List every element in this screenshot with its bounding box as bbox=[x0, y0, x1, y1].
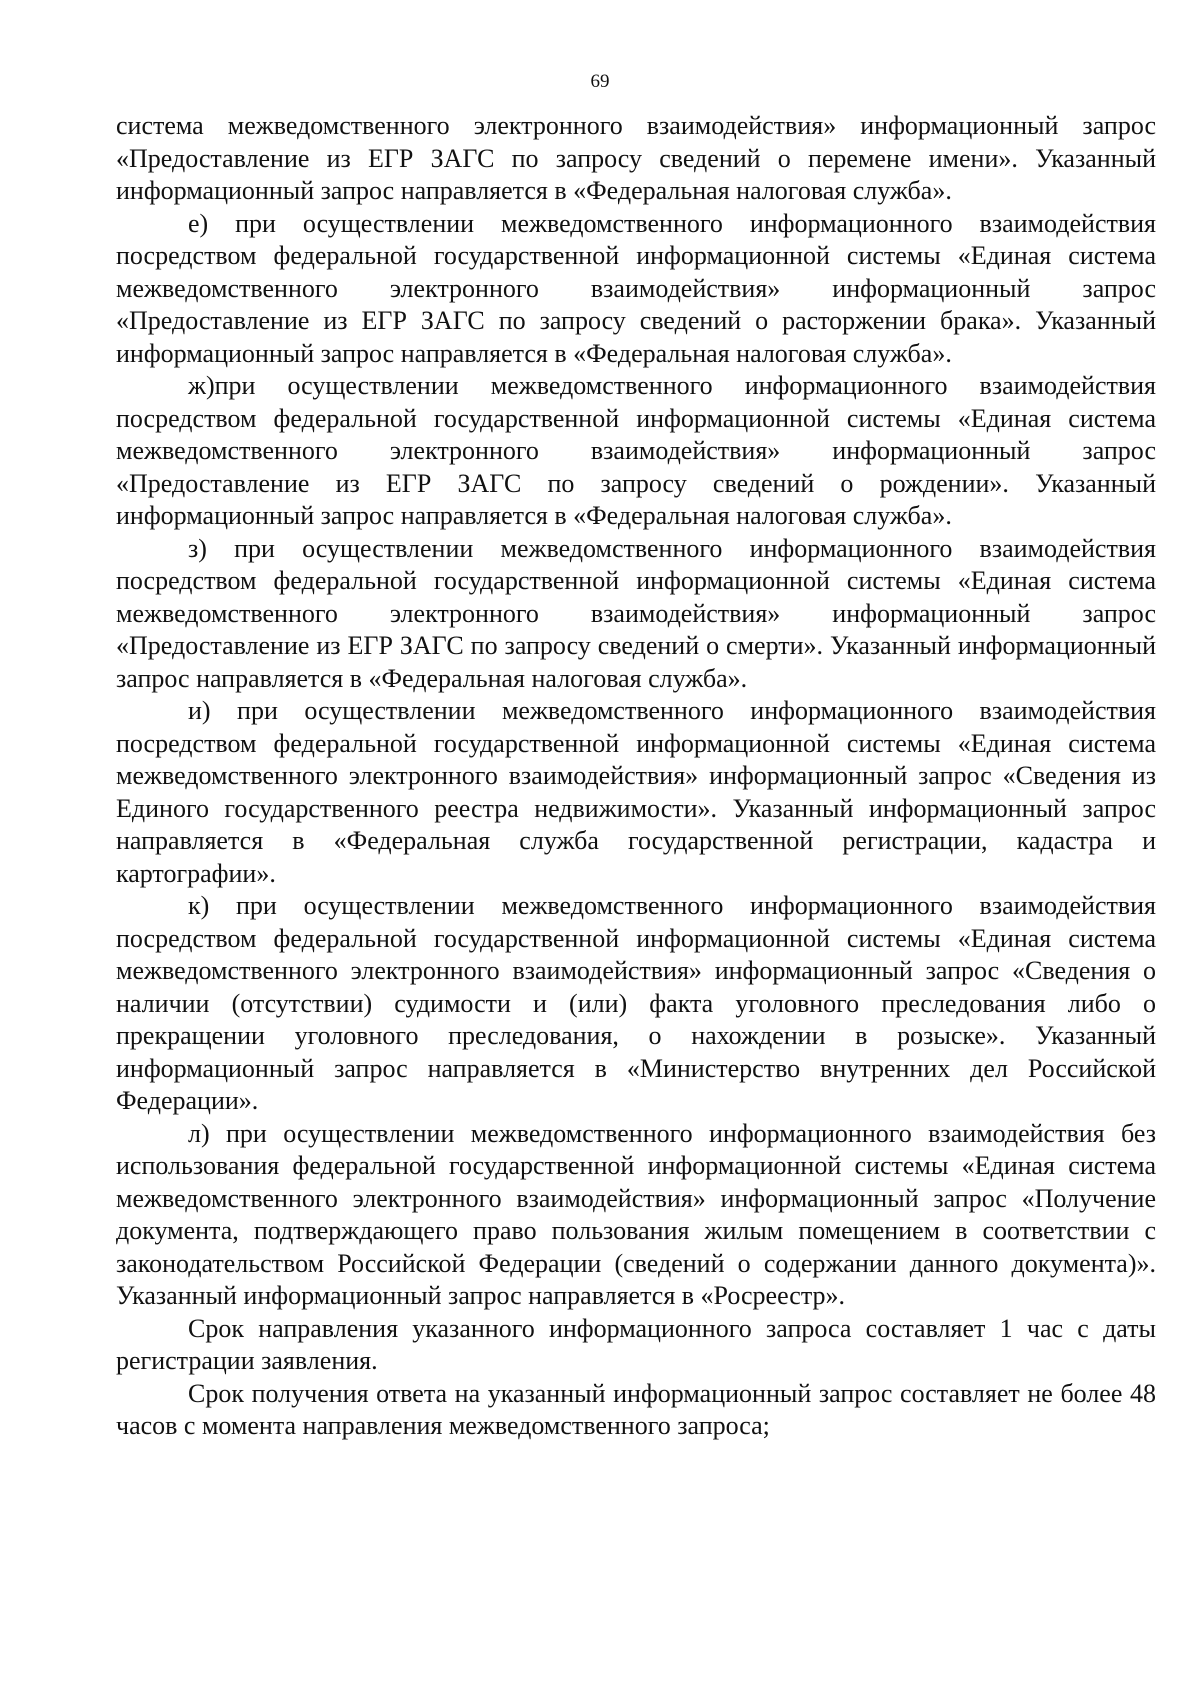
paragraph-continuation: система межведомственного электронного взаимодействия» информационный запрос «Предоставление из ЕГР ЗАГС по запросу сведений о перемене имени». Указанный информационный запрос направляется в «Федеральная налоговая служба». bbox=[116, 111, 1156, 205]
document-body bbox=[116, 110, 1156, 1443]
page-number: 69 bbox=[590, 71, 610, 92]
paragraph-item-k: к) при осуществлении межведомственного информационного взаимодействия посредством федеральной государственной информационной системы «Единая система межведомственного электронного взаимодействия» информационный запрос «Сведения о наличии (отсутствии) судимости и (или) факта уголовного преследования либо о прекращении уголовного преследования, о нахождении в розыске». Указанный информационный запрос направляется в «Министерство внутренних дел Российской Федерации». bbox=[116, 891, 1156, 1115]
paragraph-item-i: и) при осуществлении межведомственного информационного взаимодействия посредством федеральной государственной информационной системы «Единая система межведомственного электронного взаимодействия» информационный запрос «Сведения из Единого государственного реестра недвижимости». Указанный информационный запрос направляется в «Федеральная служба государственной регистрации, кадастра и картографии». bbox=[116, 696, 1156, 888]
paragraph-request-deadline: Срок направления указанного информационного запроса составляет 1 час с даты регистрации заявления. bbox=[116, 1313, 1156, 1375]
paragraph-response-deadline: Срок получения ответа на указанный информационный запрос составляет не более 48 часов с момента направления межведомственного запроса; bbox=[116, 1378, 1156, 1440]
paragraph-item-l: л) при осуществлении межведомственного информационного взаимодействия без использования федеральной государственной информационной системы «Единая система межведомственного электронного взаимодействия» информационный запрос «Получение документа, подтверждающего право пользования жилым помещением в соответствии с законодательством Российской Федерации (сведений о содержании данного документа)». Указанный информационный запрос направляется в «Росреестр». bbox=[116, 1118, 1156, 1310]
paragraph-item-e: е) при осуществлении межведомственного информационного взаимодействия посредством федеральной государственной информационной системы «Единая система межведомственного электронного взаимодействия» информационный запрос «Предоставление из ЕГР ЗАГС по запросу сведений о расторжении брака». Указанный информационный запрос направляется в «Федеральная налоговая служба». bbox=[116, 208, 1156, 368]
paragraph-item-zh: ж)при осуществлении межведомственного информационного взаимодействия посредством федеральной государственной информационной системы «Единая система межведомственного электронного взаимодействия» информационный запрос «Предоставление из ЕГР ЗАГС по запросу сведений о рождении». Указанный информационный запрос направляется в «Федеральная налоговая служба». bbox=[116, 371, 1156, 530]
paragraph-item-z: з) при осуществлении межведомственного информационного взаимодействия посредством федеральной государственной информационной системы «Единая система межведомственного электронного взаимодействия» информационный запрос «Предоставление из ЕГР ЗАГС по запросу сведений о смерти». Указанный информационный запрос направляется в «Федеральная налоговая служба». bbox=[116, 533, 1156, 693]
